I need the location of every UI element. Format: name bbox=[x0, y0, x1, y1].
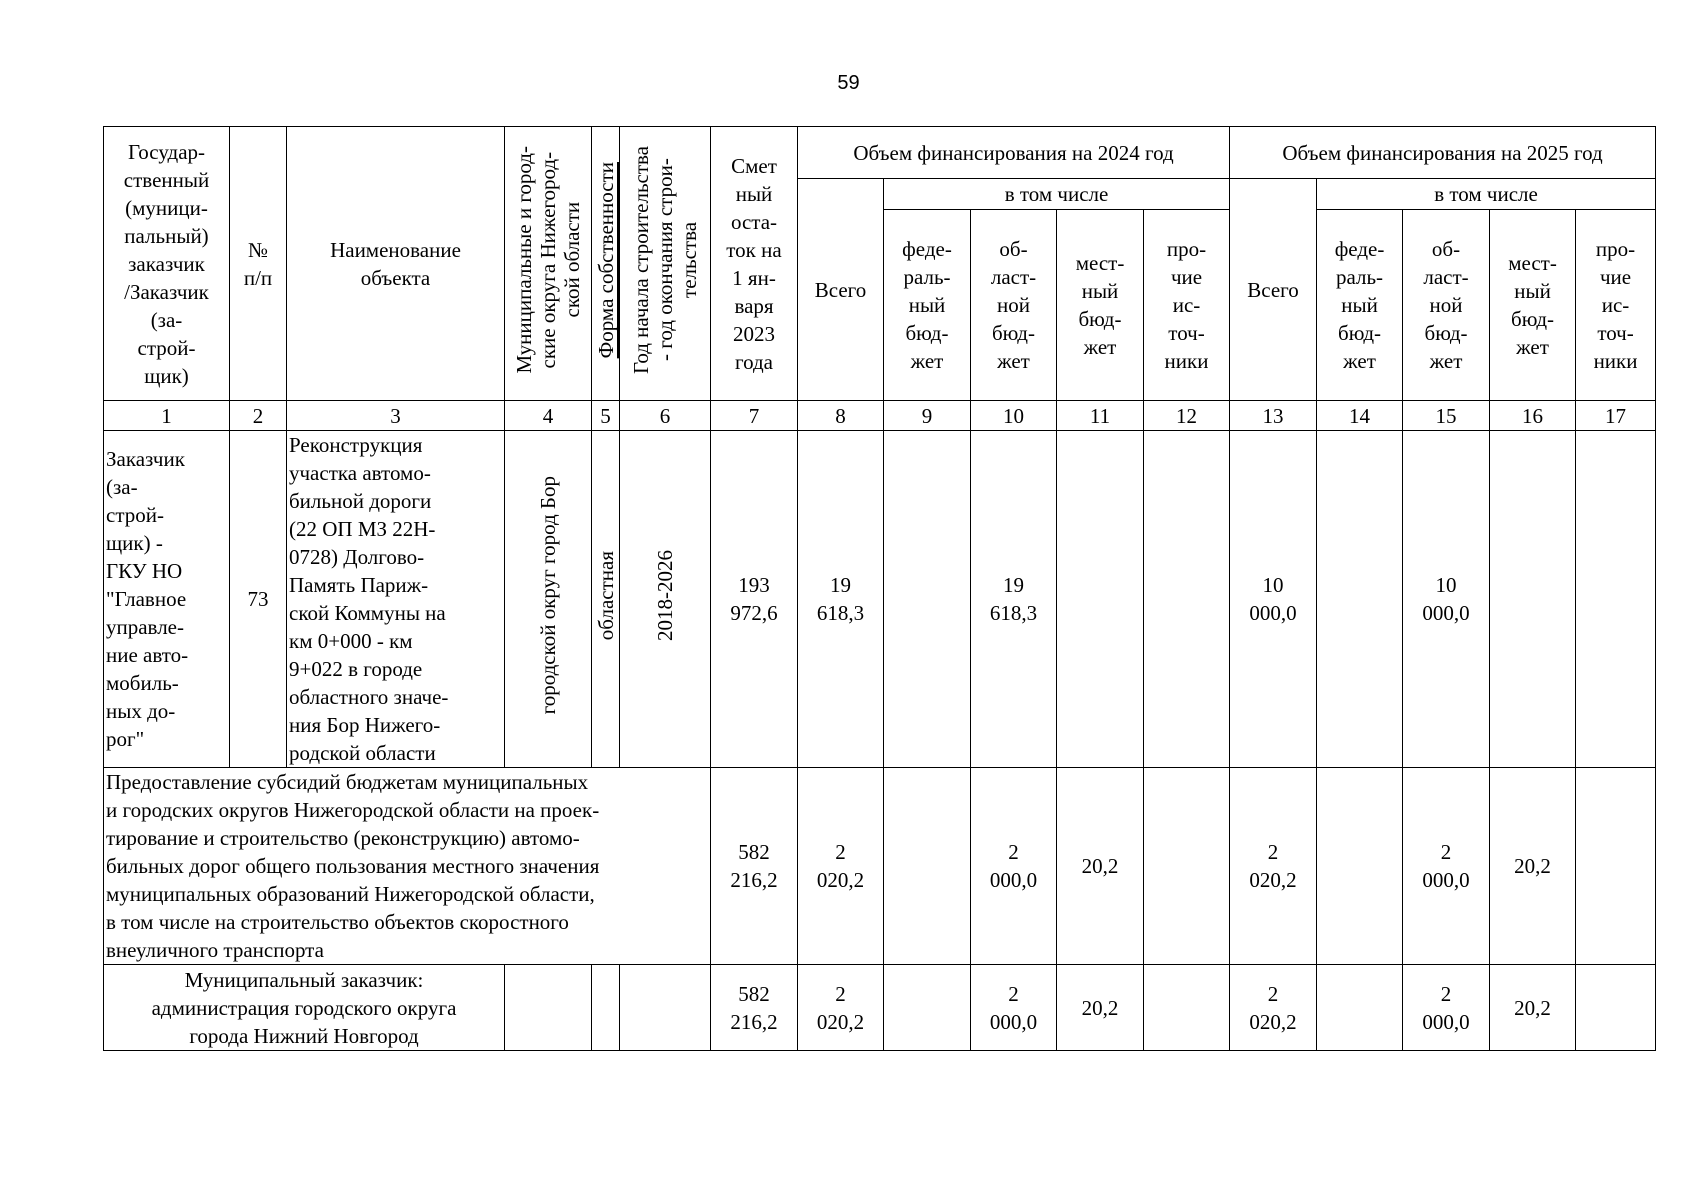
row-years bbox=[620, 431, 711, 768]
row-empty-cell bbox=[592, 965, 620, 1051]
row-empty-cell bbox=[505, 965, 592, 1051]
column-number: 3 bbox=[287, 401, 505, 431]
row-federal-2024 bbox=[884, 431, 971, 768]
column-number-row bbox=[104, 401, 1656, 431]
row-local-2025: 20,2 bbox=[1490, 965, 1576, 1051]
row-empty-cell bbox=[620, 965, 711, 1051]
row-local-2025: 20,2 bbox=[1490, 768, 1576, 965]
row-federal-2025 bbox=[1317, 431, 1403, 768]
header-total-2024: Всего bbox=[798, 179, 884, 401]
column-number: 6 bbox=[620, 401, 711, 431]
column-number: 13 bbox=[1230, 401, 1317, 431]
header-fin-2024: Объем финансирования на 2024 год bbox=[798, 127, 1230, 179]
table-row bbox=[104, 768, 1656, 965]
row-regional-2024: 2 000,0 bbox=[971, 965, 1057, 1051]
column-number: 1 bbox=[104, 401, 230, 431]
column-number: 12 bbox=[1144, 401, 1230, 431]
column-number: 11 bbox=[1057, 401, 1144, 431]
column-number: 10 bbox=[971, 401, 1057, 431]
header-federal-2025: феде- раль- ный бюд- жет bbox=[1317, 210, 1403, 401]
row-total-2024: 2 020,2 bbox=[798, 965, 884, 1051]
header-ownership-text: Форма собственности bbox=[594, 161, 618, 359]
header-number: № п/п bbox=[230, 127, 287, 401]
header-total-2025: Всего bbox=[1230, 179, 1317, 401]
header-local-2024: мест- ный бюд- жет bbox=[1057, 210, 1144, 401]
row-total-2024: 19 618,3 bbox=[798, 431, 884, 768]
row-total-2025: 2 020,2 bbox=[1230, 768, 1317, 965]
row-federal-2025 bbox=[1317, 768, 1403, 965]
header-including-2024: в том числе bbox=[884, 179, 1230, 210]
row-object-name: Реконструкция участка автомо- бильной дороги (22 ОП МЗ 22Н- 0728) Долгово- Память Париж- ской Коммуны на км 0+000 - км 9+022 в городе областного значе- ния Бор Нижего- родской области bbox=[287, 431, 505, 768]
header-regional-2025: об- ласт- ной бюд- жет bbox=[1403, 210, 1490, 401]
row-regional-2024: 2 000,0 bbox=[971, 768, 1057, 965]
header-years-text: Год начала строительства - год окончания строи- тельства bbox=[629, 146, 701, 374]
header-including-2025: в том числе bbox=[1317, 179, 1656, 210]
column-number: 9 bbox=[884, 401, 971, 431]
header-object-name: Наименование объекта bbox=[287, 127, 505, 401]
row-remainder: 193 972,6 bbox=[711, 431, 798, 768]
column-number: 8 bbox=[798, 401, 884, 431]
row-municipal-customer: Муниципальный заказчик: администрация городского округа города Нижний Новгород bbox=[104, 965, 505, 1051]
row-other-2025 bbox=[1576, 965, 1656, 1051]
column-number: 15 bbox=[1403, 401, 1490, 431]
row-local-2025 bbox=[1490, 431, 1576, 768]
row-local-2024: 20,2 bbox=[1057, 965, 1144, 1051]
row-local-2024 bbox=[1057, 431, 1144, 768]
header-municipality bbox=[505, 127, 592, 401]
header-customer: Государ- ственный (муници- пальный) заказчик /Заказчик (за- строй- щик) bbox=[104, 127, 230, 401]
column-number: 17 bbox=[1576, 401, 1656, 431]
row-other-2024 bbox=[1144, 768, 1230, 965]
row-federal-2024 bbox=[884, 768, 971, 965]
row-subsidy-description: Предоставление субсидий бюджетам муниципальных и городских округов Нижегородской области на проек- тирование и строительство (реконструкцию) автомо- бильных дорог общего пользования местного значения муниципальных образований Нижегородской области, в том числе на строительство объектов скоростного внеуличного транспорта bbox=[104, 768, 711, 965]
header-federal-2024: феде- раль- ный бюд- жет bbox=[884, 210, 971, 401]
row-remainder: 582 216,2 bbox=[711, 965, 798, 1051]
header-years bbox=[620, 127, 711, 401]
row-total-2025: 10 000,0 bbox=[1230, 431, 1317, 768]
row-total-2024: 2 020,2 bbox=[798, 768, 884, 965]
column-number: 2 bbox=[230, 401, 287, 431]
header-fin-2025: Объем финансирования на 2025 год bbox=[1230, 127, 1656, 179]
header-other-2025: про- чие ис- точ- ники bbox=[1576, 210, 1656, 401]
page-number: 59 bbox=[837, 72, 860, 94]
table-row bbox=[104, 965, 1656, 1051]
row-other-2025 bbox=[1576, 768, 1656, 965]
column-number: 14 bbox=[1317, 401, 1403, 431]
row-other-2024 bbox=[1144, 965, 1230, 1051]
row-total-2025: 2 020,2 bbox=[1230, 965, 1317, 1051]
row-years-text: 2018-2026 bbox=[653, 550, 677, 641]
row-other-2025 bbox=[1576, 431, 1656, 768]
row-municipality-text: городской округ город Бор bbox=[536, 476, 560, 715]
row-regional-2025: 2 000,0 bbox=[1403, 768, 1490, 965]
header-row bbox=[104, 127, 1656, 179]
header-local-2025: мест- ный бюд- жет bbox=[1490, 210, 1576, 401]
header-ownership bbox=[592, 127, 620, 401]
row-federal-2025 bbox=[1317, 965, 1403, 1051]
column-number: 4 bbox=[505, 401, 592, 431]
row-federal-2024 bbox=[884, 965, 971, 1051]
row-regional-2025: 10 000,0 bbox=[1403, 431, 1490, 768]
row-remainder: 582 216,2 bbox=[711, 768, 798, 965]
column-number: 16 bbox=[1490, 401, 1576, 431]
header-other-2024: про- чие ис- точ- ники bbox=[1144, 210, 1230, 401]
header-remainder: Смет ный оста- ток на 1 ян- варя 2023 года bbox=[711, 127, 798, 401]
row-ownership bbox=[592, 431, 620, 768]
row-customer: Заказчик (за- строй- щик) - ГКУ НО "Главное управле- ние авто- мобиль- ных до- рог" bbox=[104, 431, 230, 768]
table-row bbox=[104, 431, 1656, 768]
row-local-2024: 20,2 bbox=[1057, 768, 1144, 965]
column-number: 7 bbox=[711, 401, 798, 431]
row-regional-2025: 2 000,0 bbox=[1403, 965, 1490, 1051]
column-number: 5 bbox=[592, 401, 620, 431]
row-regional-2024: 19 618,3 bbox=[971, 431, 1057, 768]
row-ownership-text: областная bbox=[594, 550, 618, 641]
row-other-2024 bbox=[1144, 431, 1230, 768]
row-number: 73 bbox=[230, 431, 287, 768]
header-regional-2024: об- ласт- ной бюд- жет bbox=[971, 210, 1057, 401]
financing-table bbox=[103, 126, 1656, 1051]
row-municipality bbox=[505, 431, 592, 768]
header-municipality-text: Муниципальные и город- ские округа Нижегород- ской области bbox=[512, 146, 584, 374]
